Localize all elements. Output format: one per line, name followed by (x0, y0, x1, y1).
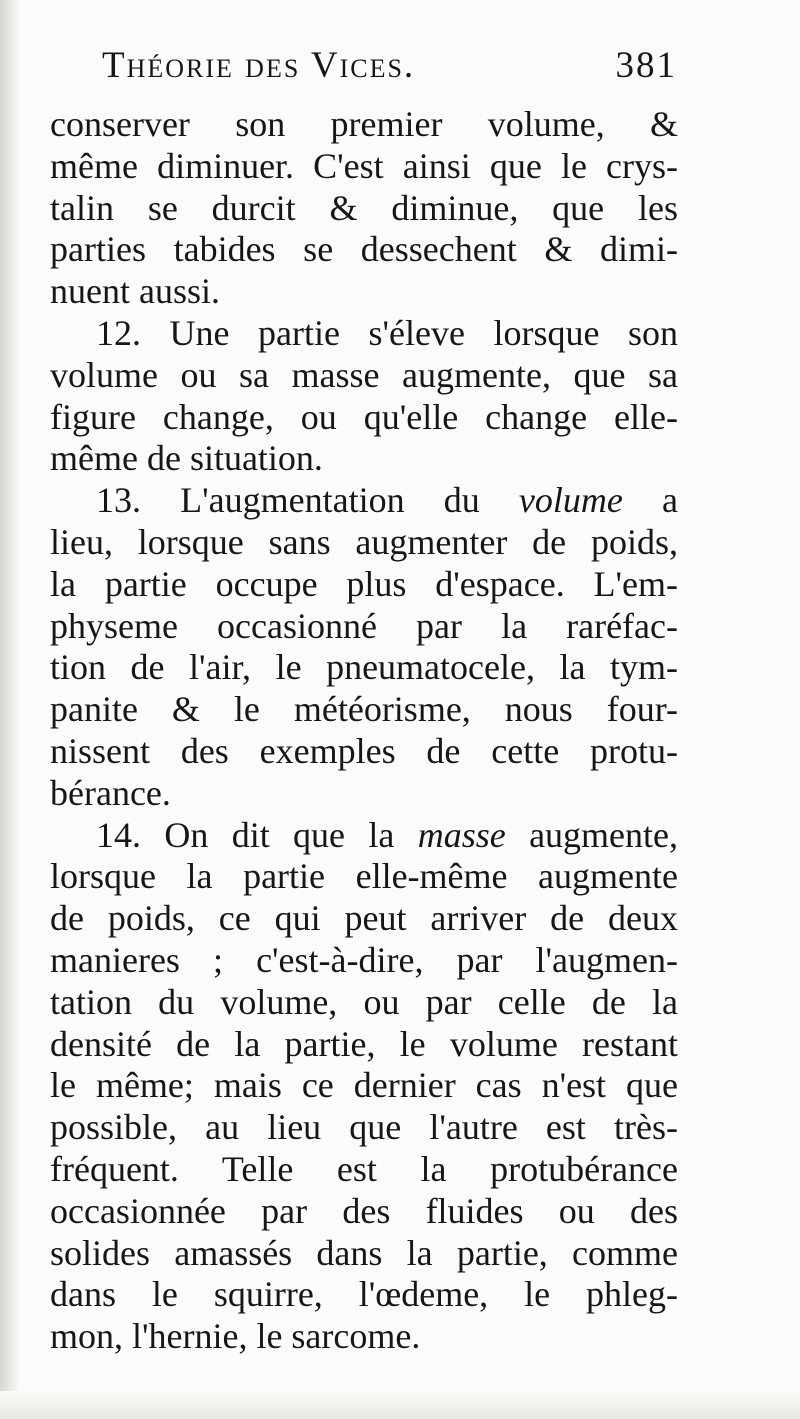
text-line: occasionnée par des fluides ou des (50, 1190, 678, 1231)
paragraph-14-start (50, 815, 678, 857)
text-line: lieu, lorsque sans augmenter de poids, (50, 521, 678, 562)
text-line: possible, au lieu que l'autre est très- (50, 1107, 678, 1148)
text-line: volume ou sa masse augmente, que sa (50, 354, 678, 395)
text-line: lorsque la partie elle-même augmente (50, 856, 678, 897)
paragraph-13-start (50, 480, 678, 522)
text-segment: 14. On dit que la (96, 814, 395, 855)
running-head (102, 44, 677, 100)
text-line: la partie occupe plus d'espace. L'em- (50, 563, 678, 604)
text-segment: 13. L'augmentation du (96, 480, 480, 521)
text-line: solides amassés dans la partie, comme (50, 1232, 678, 1273)
text-line: même de situation. (50, 438, 323, 479)
italic-term-volume: volume (518, 480, 623, 521)
paragraph-12-start: 12. Une partie s'éleve lorsque son (96, 312, 678, 353)
text-line: le même; mais ce dernier cas n'est que (50, 1065, 678, 1106)
page-number: 381 (615, 45, 677, 86)
text-line: physeme occasionné par la raréfac- (50, 605, 678, 646)
text-line: parties tabides se dessechent & dimi- (50, 229, 678, 270)
text-line: manieres ; c'est-à-dire, par l'augmen- (50, 939, 678, 980)
text-line: dans le squirre, l'œdeme, le phleg- (50, 1274, 678, 1315)
page-bottom-edge (0, 1391, 800, 1419)
text-line: nissent des exemples de cette protu- (50, 730, 678, 771)
text-line: talin se durcit & diminue, que les (50, 187, 678, 228)
running-head-title: Théorie des Vices. (102, 45, 416, 86)
text-line: tation du volume, ou par celle de la (50, 981, 678, 1022)
page-gutter-shadow (0, 0, 20, 1419)
text-segment: a (662, 480, 678, 521)
text-line: fréquent. Telle est la protubérance (50, 1148, 678, 1189)
body-text (50, 104, 678, 1358)
text-line: même diminuer. C'est ainsi que le crys- (50, 145, 678, 186)
text-line: densité de la partie, le volume restant (50, 1023, 678, 1064)
text-line: figure change, ou qu'elle change elle- (50, 396, 678, 437)
text-line: bérance. (50, 772, 171, 813)
text-line: de poids, ce qui peut arriver de deux (50, 898, 678, 939)
text-line: tion de l'air, le pneumatocele, la tym- (50, 647, 678, 688)
text-segment: augmente, (529, 814, 678, 855)
text-line: nuent aussi. (50, 271, 220, 312)
italic-term-masse: masse (417, 814, 506, 855)
text-line: conserver son premier volume, & (50, 104, 678, 144)
text-line: panite & le météorisme, nous four- (50, 689, 678, 730)
text-line: mon, l'hernie, le sarcome. (50, 1316, 421, 1357)
